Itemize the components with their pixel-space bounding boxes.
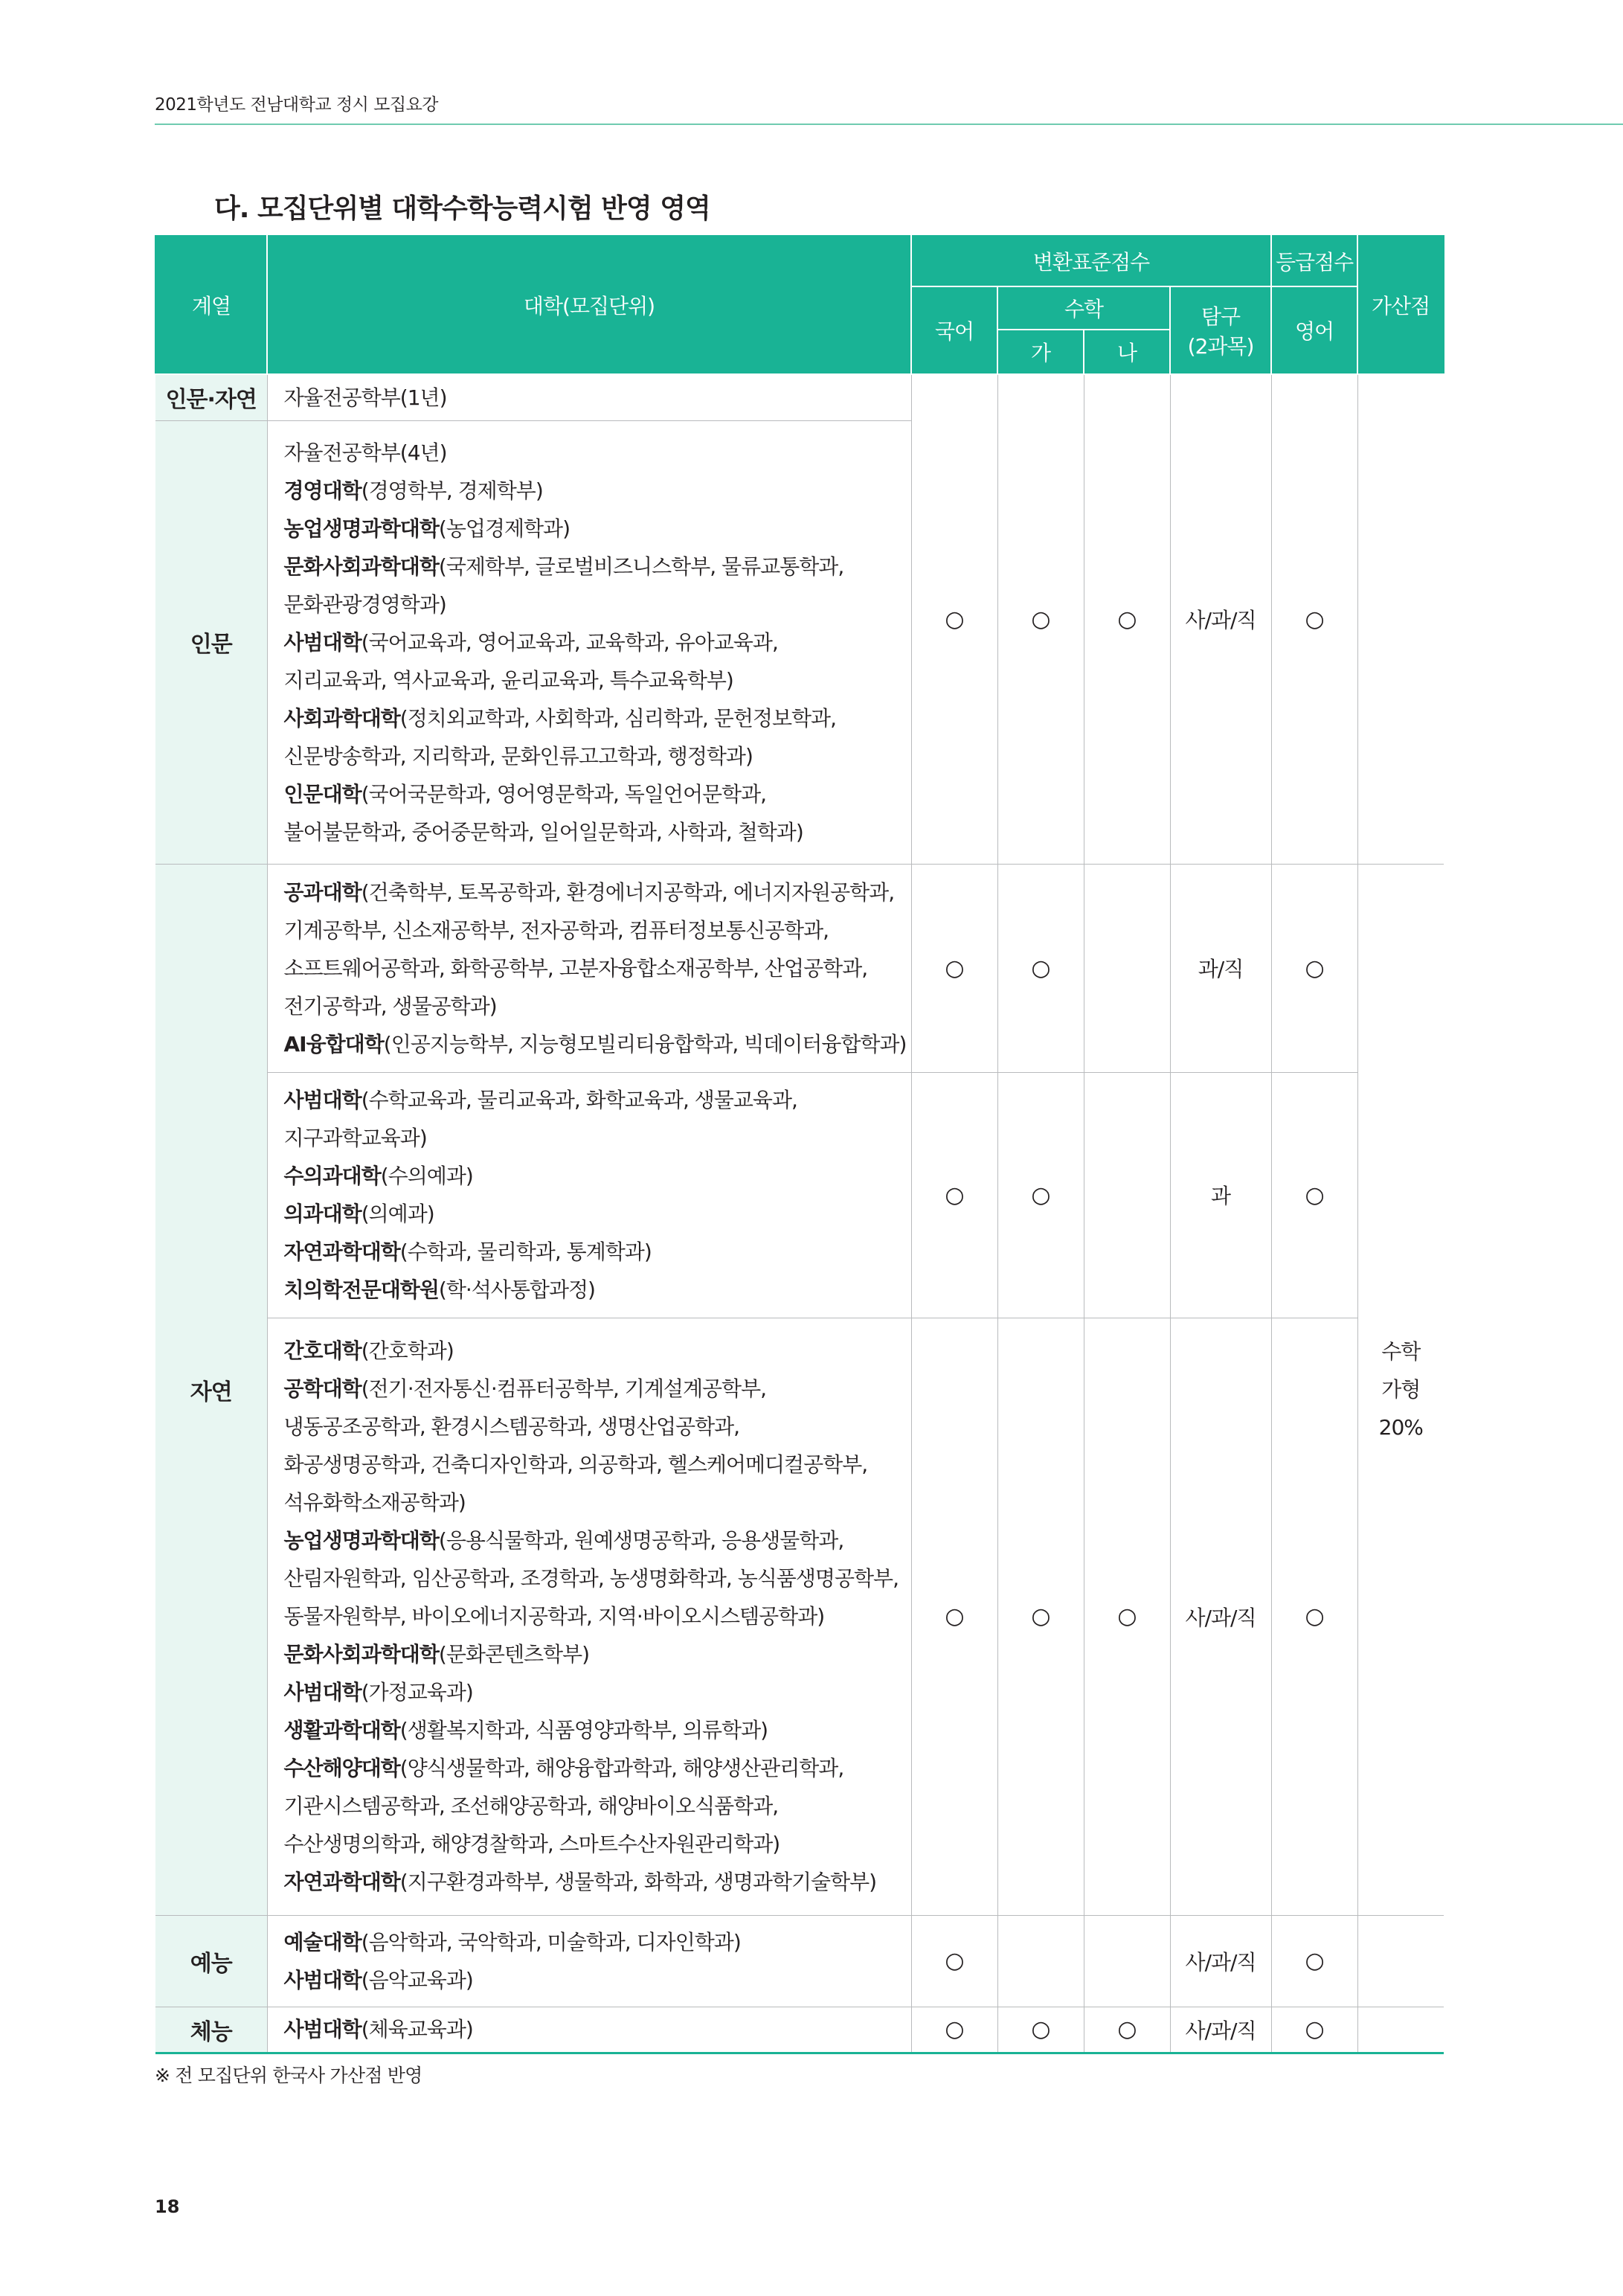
- unit-line: [284, 987, 911, 1025]
- department-list: 지구과학교육과): [283, 1126, 427, 1150]
- math-ga-cell: ○: [997, 374, 1084, 864]
- college-name: 자연과학대학: [283, 1870, 400, 1894]
- unit-line: [284, 737, 911, 775]
- unit-line: [284, 586, 911, 623]
- header-math: 수학: [997, 286, 1170, 330]
- department-list: (전기·전자통신·컴퓨터공학부, 기계설계공학부,: [361, 1376, 767, 1401]
- unit-line: [284, 1521, 911, 1559]
- korean-cell: ○: [911, 864, 997, 1072]
- department-list: (의예과): [361, 1202, 434, 1226]
- korean-cell: ○: [911, 374, 997, 864]
- college-name: 공학대학: [283, 1376, 361, 1401]
- bonus-line: 20%: [1378, 1415, 1423, 1440]
- unit-line: [284, 1863, 911, 1901]
- unit-line: [284, 1081, 911, 1119]
- math-ga-cell: ○: [997, 2007, 1084, 2053]
- department-list: 자율전공학부(1년): [283, 385, 447, 410]
- unit-line: [284, 661, 911, 699]
- english-cell: ○: [1271, 864, 1357, 1072]
- department-list: (생활복지학과, 식품영양과학부, 의류학과): [399, 1718, 768, 1742]
- unit-line: [284, 434, 911, 472]
- unit-line: [284, 699, 911, 737]
- college-name: 사범대학: [283, 1680, 361, 1705]
- inquiry-cell: 사/과/직: [1170, 2007, 1271, 2053]
- math-na-cell: [1084, 1072, 1170, 1318]
- department-list: 불어불문학과, 중어중문학과, 일어일문학과, 사학과, 철학과): [283, 819, 803, 844]
- korean-cell: ○: [911, 1072, 997, 1318]
- department-list: 전기공학과, 생물공학과): [283, 993, 497, 1019]
- korean-cell: ○: [911, 2007, 997, 2053]
- unit-line: [284, 1825, 911, 1863]
- department-list: (건축학부, 토목공학과, 환경에너지공학과, 에너지자원공학과,: [361, 879, 895, 905]
- math-ga-cell: [997, 1915, 1084, 2007]
- college-name: 의과대학: [283, 1202, 361, 1226]
- unit-line: [284, 775, 911, 813]
- units-cell: [267, 864, 911, 1072]
- header-inquiry: [1170, 286, 1271, 374]
- unit-line: [284, 1332, 911, 1370]
- college-name: 공과대학: [283, 879, 361, 905]
- english-cell: ○: [1271, 1915, 1357, 2007]
- section-title: 다. 모집단위별 대학수학능력시험 반영 영역: [214, 193, 710, 224]
- department-list: (수의예과): [380, 1164, 473, 1188]
- math-na-cell: [1084, 864, 1170, 1072]
- unit-line: [284, 949, 911, 987]
- header-field: 계열: [155, 236, 267, 374]
- department-list: (지구환경과학부, 생물학과, 화학과, 생명과학기술학부): [399, 1870, 877, 1894]
- college-name: 경영대학: [283, 478, 361, 503]
- college-name: 사회과학대학: [283, 705, 400, 731]
- college-name: 간호대학: [283, 1338, 361, 1363]
- unit-line: [284, 548, 911, 586]
- running-header: 2021학년도 전남대학교 정시 모집요강: [155, 95, 439, 115]
- department-list: (간호학과): [361, 1338, 454, 1363]
- units-cell: [267, 1915, 911, 2007]
- unit-line: [284, 1233, 911, 1271]
- math-na-cell: ○: [1084, 2007, 1170, 2053]
- college-name: 사범대학: [283, 1088, 361, 1112]
- math-ga-cell: ○: [997, 864, 1084, 1072]
- department-list: (국어교육과, 영어교육과, 교육학과, 유아교육과,: [361, 629, 778, 655]
- college-name: 치의학전문대학원: [283, 1277, 439, 1302]
- unit-line: [284, 379, 911, 417]
- inquiry-cell: 사/과/직: [1170, 374, 1271, 864]
- inquiry-cell: 과: [1170, 1072, 1271, 1318]
- department-list: 화공생명공학과, 건축디자인학과, 의공학과, 헬스케어메디컬공학부,: [283, 1452, 868, 1477]
- unit-line: [284, 1961, 911, 1999]
- college-name: 생활과학대학: [283, 1718, 400, 1742]
- math-ga-cell: ○: [997, 1318, 1084, 1915]
- table-row: [155, 1915, 1444, 2007]
- department-list: (수학과, 물리학과, 통계학과): [399, 1240, 652, 1264]
- unit-line: [284, 623, 911, 661]
- unit-line: [284, 1673, 911, 1711]
- bonus-cell: [1357, 1915, 1444, 2007]
- unit-line: [284, 1635, 911, 1673]
- unit-line: [284, 813, 911, 851]
- department-list: (음악학과, 국악학과, 미술학과, 디자인학과): [361, 1929, 741, 1955]
- page-number: 18: [155, 2196, 180, 2217]
- unit-line: [284, 1923, 911, 1961]
- department-list: 소프트웨어공학과, 화학공학부, 고분자융합소재공학부, 산업공학과,: [283, 955, 868, 981]
- header-math-na: 나: [1084, 330, 1170, 374]
- units-cell: [267, 1072, 911, 1318]
- bonus-cell: [1357, 864, 1444, 1915]
- unit-line: [284, 472, 911, 510]
- units-cell: [267, 420, 911, 864]
- korean-cell: ○: [911, 1915, 997, 2007]
- inquiry-cell: 사/과/직: [1170, 1915, 1271, 2007]
- header-grade-score: 등급점수: [1271, 236, 1357, 286]
- department-list: 기관시스템공학과, 조선해양공학과, 해양바이오식품학과,: [283, 1794, 779, 1818]
- department-list: (정치외교학과, 사회학과, 심리학과, 문헌정보학과,: [399, 705, 836, 731]
- unit-line: [284, 1370, 911, 1408]
- math-na-cell: [1084, 1915, 1170, 2007]
- department-list: (국어국문학과, 영어영문학과, 독일언어문학과,: [361, 781, 767, 807]
- footnote: ※ 전 모집단위 한국사 가산점 반영: [155, 2065, 422, 2086]
- header-converted-standard-score: 변환표준점수: [911, 236, 1271, 286]
- college-name: 자연과학대학: [283, 1240, 400, 1264]
- bonus-line: 수학: [1381, 1339, 1421, 1364]
- department-list: 지리교육과, 역사교육과, 윤리교육과, 특수교육학부): [283, 667, 733, 693]
- college-name: 농업생명과학대학: [283, 516, 439, 541]
- table-row: [155, 374, 1444, 420]
- math-na-cell: ○: [1084, 374, 1170, 864]
- college-name: 사범대학: [283, 1967, 361, 1992]
- unit-line: [284, 1484, 911, 1521]
- unit-line: [284, 873, 911, 911]
- college-name: 사범대학: [283, 2017, 361, 2042]
- department-list: (가정교육과): [361, 1680, 473, 1705]
- department-list: (양식생물학과, 해양융합과학과, 해양생산관리학과,: [399, 1756, 844, 1780]
- header-math-ga: 가: [997, 330, 1084, 374]
- department-list: 동물자원학부, 바이오에너지공학과, 지역·바이오시스템공학과): [283, 1604, 825, 1629]
- units-cell: [267, 374, 911, 420]
- unit-line: [284, 1025, 911, 1063]
- field-cell: 예능: [155, 1915, 267, 2007]
- department-list: (음악교육과): [361, 1967, 473, 1992]
- table-row: [155, 1318, 1444, 1915]
- header-korean: 국어: [911, 286, 997, 374]
- college-name: 인문대학: [283, 781, 361, 807]
- department-list: 문화관광경영학과): [283, 591, 446, 617]
- college-name: 농업생명과학대학: [283, 1528, 439, 1553]
- header-unit: 대학(모집단위): [267, 236, 911, 374]
- unit-line: [284, 1446, 911, 1484]
- bonus-line: 가형: [1381, 1377, 1421, 1402]
- inquiry-cell: 과/직: [1170, 864, 1271, 1072]
- department-list: (체육교육과): [361, 2017, 473, 2042]
- unit-line: [284, 1408, 911, 1446]
- unit-line: [284, 1559, 911, 1597]
- admission-subject-table: [155, 235, 1444, 2054]
- field-cell: 인문·자연: [155, 374, 267, 420]
- department-list: (문화콘텐츠학부): [438, 1642, 590, 1667]
- english-cell: ○: [1271, 1072, 1357, 1318]
- department-list: 냉동공조공학과, 환경시스템공학과, 생명산업공학과,: [283, 1414, 740, 1439]
- english-cell: ○: [1271, 1318, 1357, 1915]
- english-cell: ○: [1271, 2007, 1357, 2053]
- header-rule: [155, 124, 1623, 125]
- unit-line: [284, 1787, 911, 1825]
- department-list: (인공지능학부, 지능형모빌리티융합학과, 빅데이터융합학과): [383, 1031, 907, 1056]
- department-list: (국제학부, 글로벌비즈니스학부, 물류교통학과,: [438, 554, 844, 579]
- table-row: [155, 2007, 1444, 2053]
- department-list: 자율전공학부(4년): [283, 440, 447, 465]
- korean-cell: ○: [911, 1318, 997, 1915]
- department-list: (농업경제학과): [438, 516, 571, 541]
- department-list: 산림자원학과, 임산공학과, 조경학과, 농생명화학과, 농식품생명공학부,: [283, 1566, 899, 1591]
- department-list: (학·석사통합과정): [438, 1277, 595, 1302]
- header-inquiry-line2: (2과목): [1187, 334, 1254, 359]
- college-name: 예술대학: [283, 1929, 361, 1955]
- unit-line: [284, 1195, 911, 1233]
- unit-line: [284, 1271, 911, 1309]
- college-name: 문화사회과학대학: [283, 554, 439, 579]
- department-list: 기계공학부, 신소재공학부, 전자공학과, 컴퓨터정보통신공학과,: [283, 917, 829, 943]
- college-name: 문화사회과학대학: [283, 1642, 439, 1667]
- college-name: 수의과대학: [283, 1164, 381, 1188]
- units-cell: [267, 2007, 911, 2053]
- department-list: 신문방송학과, 지리학과, 문화인류고고학과, 행정학과): [283, 743, 753, 769]
- table-row: [155, 1072, 1444, 1318]
- unit-line: [284, 1711, 911, 1749]
- inquiry-cell: 사/과/직: [1170, 1318, 1271, 1915]
- unit-line: [284, 1119, 911, 1157]
- bonus-cell: [1357, 374, 1444, 864]
- department-list: 수산생명의학과, 해양경찰학과, 스마트수산자원관리학과): [283, 1832, 780, 1856]
- department-list: (응용식물학과, 원예생명공학과, 응용생물학과,: [438, 1528, 844, 1553]
- unit-line: [284, 1597, 911, 1635]
- english-cell: ○: [1271, 374, 1357, 864]
- department-list: (경영학부, 경제학부): [361, 478, 543, 503]
- unit-line: [284, 911, 911, 949]
- department-list: (수학교육과, 물리교육과, 화학교육과, 생물교육과,: [361, 1088, 797, 1112]
- unit-line: [284, 1749, 911, 1787]
- unit-line: [284, 1157, 911, 1195]
- header-bonus: 가산점: [1357, 236, 1444, 374]
- college-name: 수산해양대학: [283, 1756, 400, 1780]
- unit-line: [284, 510, 911, 548]
- field-cell: 인문: [155, 420, 267, 864]
- field-cell: 자연: [155, 864, 267, 1915]
- header-english: 영어: [1271, 286, 1357, 374]
- header-inquiry-line1: 탐구: [1201, 304, 1241, 329]
- math-na-cell: ○: [1084, 1318, 1170, 1915]
- college-name: 사범대학: [283, 629, 361, 655]
- math-ga-cell: ○: [997, 1072, 1084, 1318]
- department-list: 석유화학소재공학과): [283, 1490, 466, 1515]
- bonus-cell: [1357, 2007, 1444, 2053]
- college-name: AI융합대학: [283, 1031, 384, 1056]
- units-cell: [267, 1318, 911, 1915]
- table-row: [155, 864, 1444, 1072]
- field-cell: 체능: [155, 2007, 267, 2053]
- unit-line: [284, 2010, 911, 2048]
